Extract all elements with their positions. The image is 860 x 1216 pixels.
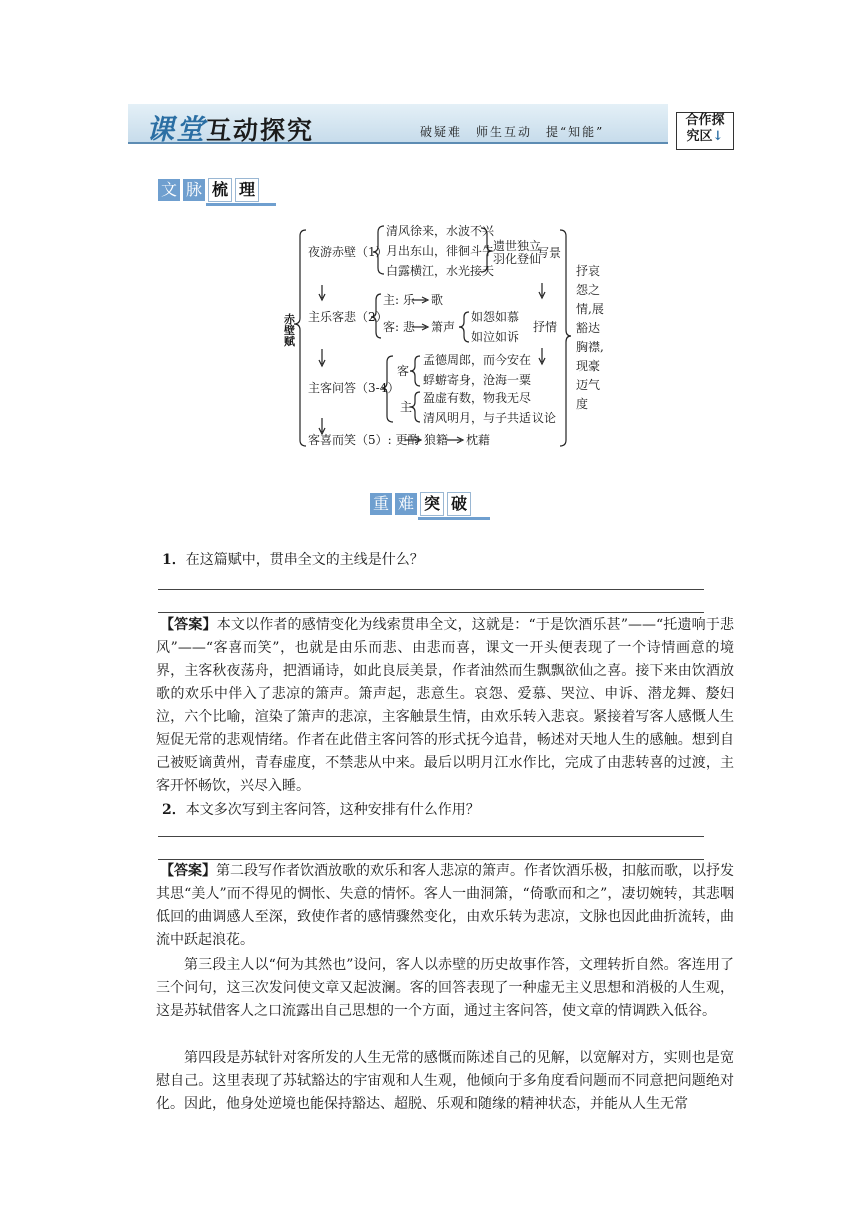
question-1 [162,550,424,571]
diagram-n2-main: 主: 乐 [383,293,415,307]
diagram-n3-guest: 客 [397,364,410,378]
answer-2-paragraph-3: 第四段是苏轼针对客所发的人生无常的感慨而陈述自己的见解，以宽解对方，实则也是宽慰自己。这里表现了苏轼豁达的宇宙观和人生观，他倾向于多角度看问题而不同意把问题绝对化。因此，他身处逆境也能保持豁达、超脱、乐观和随缘的精神状态，并能从人生无常 [156,1050,734,1112]
diagram-n3-host-item-1: 盈虚有数，物我无尽 [423,391,532,405]
diagram-n1-item-2: 月出东山，徘徊斗牛 [386,244,495,258]
summary-line-7: 迈气 [576,378,601,392]
diagram-root: 赤壁赋 [284,313,295,348]
section2-char-1: 重 [370,493,392,515]
question-2-text: 本文多次写到主客问答，这种安排有什么作用？ [185,802,480,818]
coop-label-1: 合作探 [685,113,725,128]
answer-2-paragraph-1 [156,860,734,952]
summary-line-2: 怨之 [576,283,601,297]
question-2 [162,800,480,821]
summary-line-8: 度 [576,397,589,411]
summary-line-6: 现豪 [576,359,601,373]
diagram-n2-song: 歌 [431,293,444,307]
arrow-down-icon: ↓ [712,129,724,144]
diagram-n1-result-1: 遗世独立 [493,239,542,253]
header-title-part1: 课堂 [146,113,207,146]
diagram-node-4: 客喜而笑（5）: 更酌 [308,433,420,447]
section2-underline [418,517,490,520]
answer-2-p1: 第二段写作者饮酒放歌的欢乐和客人悲凉的箫声。作者饮酒乐极，扣舷而歌，以抒发其思“美人”而不得见的惆怅、失意的情怀。客人一曲洞箫，“倚歌而和之”，凄切婉转，其悲咽低回的曲调感人至深，致使作者的感情骤然变化，由欢乐转为悲凉，文脉也因此曲折流转，曲流中跃起浪花。 [156,863,734,948]
answer-1 [156,614,734,798]
diagram-n4-end: 枕藉 [466,433,491,447]
diagram-n2-type: 抒情 [533,320,558,334]
diagram-xiao-item-1: 如怨如慕 [471,310,520,324]
question-2-number: 2． [162,802,186,818]
diagram-n3-host: 主 [400,400,413,414]
header-subtitle: 破疑难 师生互动 提“知能” [420,125,605,139]
answer-line[interactable] [158,612,704,613]
answer-2-label: 【答案】 [160,863,216,879]
answer-1-label: 【答案】 [160,617,217,633]
question-1-number: 1． [162,552,186,568]
diagram-xiao-item-2: 如泣如诉 [471,330,520,344]
diagram-n2-guest: 客: 悲 [383,320,415,334]
diagram-summary [576,262,606,414]
diagram-n2-xiao: 箫声 [431,320,456,334]
diagram-n3-guest-item-2: 蜉蝣寄身，沧海一粟 [423,373,532,387]
header-title-part2: 互动探究 [206,116,315,145]
answer-1-text: 本文以作者的感情变化为线索贯串全文，这就是：“于是饮酒乐甚”——“托遗响于悲风”——“客喜而笑”，也就是由乐而悲、由悲而喜，课文一开头便表现了一个诗情画意的境界，主客秋夜荡舟，把酒诵诗，如此良辰美景，作者油然而生飘飘欲仙之喜。接下来由饮酒放歌的欢乐中伴入了悲凉的箫声。箫声起，悲意生。哀怨、爱慕、哭泣、申诉、潜龙舞、嫠妇泣，六个比喻，渲染了箫声的悲凉，主客触景生情，由欢乐转入悲哀。紧接着写客人感慨人生短促无常的悲观情绪。作者在此借主客问答的形式抚今追昔，畅述对天地人生的感触。想到自己被贬谪黄州，青春虚度，不禁悲从中来。最后以明月江水作比，完成了由悲转喜的过渡，主客开怀畅饮，兴尽入睡。 [156,617,734,794]
diagram-n3-guest-item-1: 孟德周郎，而今安在 [423,353,532,367]
summary-line-4: 豁达 [576,321,601,335]
section-header-breakthrough [370,492,474,516]
section1-char-3: 梳 [208,178,232,202]
answer-2-paragraph-2: 第三段主人以“何为其然也”设问，客人以赤壁的历史故事作答，文理转折自然。客连用了三个问句，这三次发问使文章又起波澜。客的回答表现了一种虚无主义思想和消极的人生观，这是苏轼借客人之口流露出自己思想的一个方面，通过主客问答，使文章的情调跌入低谷。 [156,957,734,1019]
section1-char-2: 脉 [183,179,205,201]
section1-char-1: 文 [158,179,180,201]
summary-line-3: 情,展 [576,302,604,316]
answer-line[interactable] [158,836,704,837]
section2-char-2: 难 [395,493,417,515]
diagram-n1-type: 写景 [537,246,562,260]
diagram-n1-result-2: 羽化登仙 [493,252,542,266]
section2-char-4: 破 [447,492,471,516]
coop-label-2: 究区 [686,129,713,144]
diagram-node-2: 主乐客悲（2） [308,310,388,324]
summary-line-5: 胸襟, [576,340,604,354]
diagram-n3-type: 议论 [532,411,557,425]
diagram-n1-item-3: 白露横江，水光接天 [386,264,495,278]
section1-char-4: 理 [235,178,259,202]
answer-line[interactable] [158,589,704,590]
diagram-node-1: 夜游赤壁（1） [308,245,388,259]
diagram-n1-item-1: 清风徐来，水波不兴 [386,224,495,238]
diagram-node-3: 主客问答（3-4） [308,381,400,395]
question-1-text: 在这篇赋中，贯串全文的主线是什么？ [185,552,424,568]
summary-line-1: 抒哀 [576,264,601,278]
diagram-n3-host-item-2: 清风明月，与子共适 [423,411,532,425]
diagram-n4-mid: 狼籍 [424,433,449,447]
section2-char-3: 突 [420,492,444,516]
